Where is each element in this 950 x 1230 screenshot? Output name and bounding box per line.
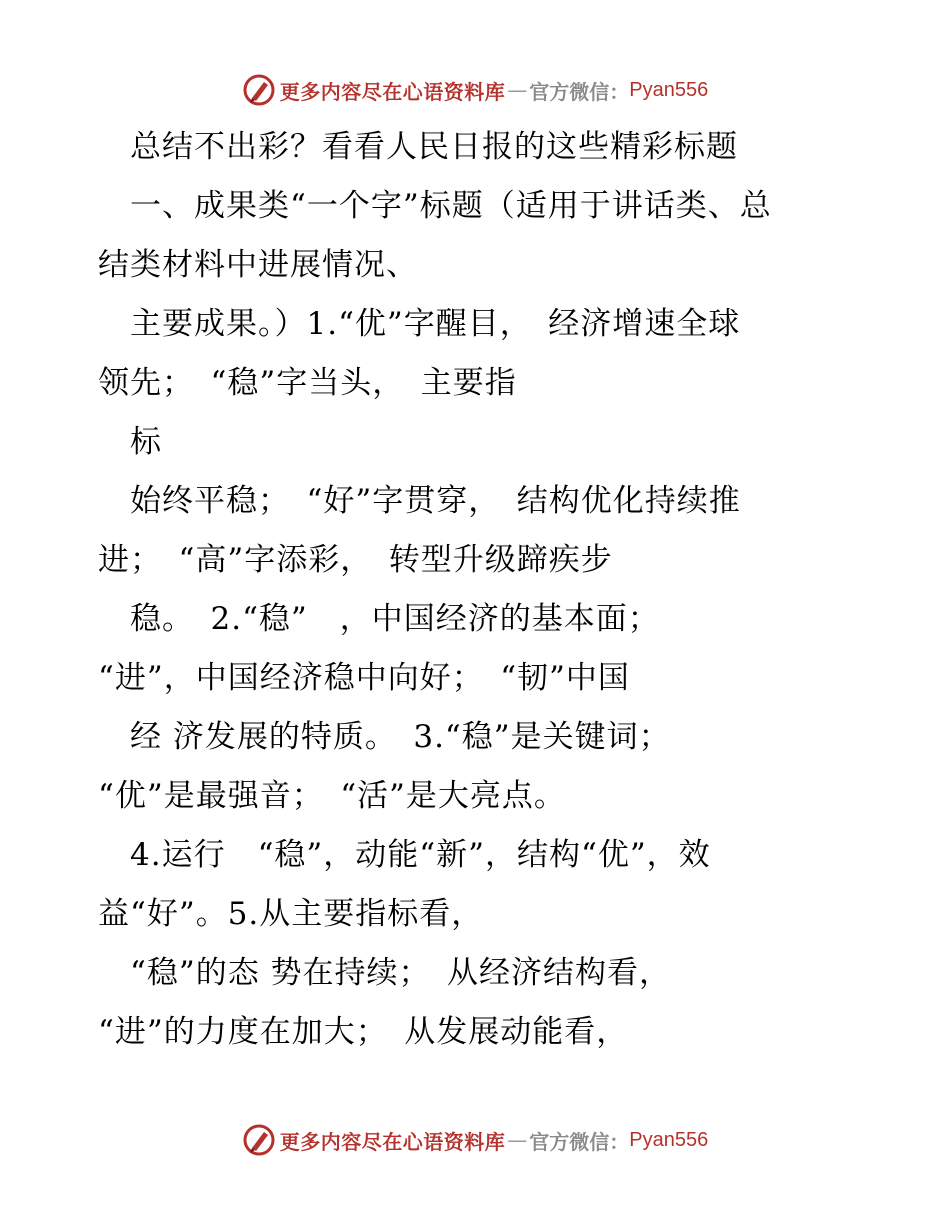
footer-wechat-label: 官方微信： <box>529 1129 630 1154</box>
header-dash: — <box>507 78 528 102</box>
text-line-16: “进”的力度在加大； 从发展动能看， <box>98 1014 629 1050</box>
footer-dash: — <box>507 1128 528 1152</box>
text-line-13: 4.运行 “稳”，动能“新”，结构“优”，效 <box>98 837 711 873</box>
text-line-12: “优”是最强音； “活”是大亮点。 <box>98 778 566 814</box>
text-line-9: 稳。 2.“稳” ，中国经济的基本面； <box>98 601 660 637</box>
text-line-14: 益“好”。5.从主要指标看， <box>98 896 484 932</box>
text-line-11: 经 济发展的特质。 3.“稳”是关键词； <box>98 719 671 755</box>
text-line-3: 结类材料中进展情况、 <box>98 247 418 283</box>
footer-banner <box>0 1120 950 1160</box>
header-wechat-id: Pyan556 <box>629 78 709 101</box>
header-site-text: 更多内容尽在心语资料库 <box>279 79 506 104</box>
text-line-15: “稳”的态 势在持续； 从经济结构看， <box>98 955 672 991</box>
text-line-1: 总结不出彩？看看人民日报的这些精彩标题 <box>98 129 738 165</box>
footer-wechat-id: Pyan556 <box>629 1128 709 1151</box>
header-banner <box>0 70 950 110</box>
text-line-7: 始终平稳； “好”字贯穿， 结构优化持续推 <box>98 483 741 519</box>
text-line-8: 进； “高”字添彩， 转型升级蹄疾步 <box>98 542 613 578</box>
footer-site-text: 更多内容尽在心语资料库 <box>279 1129 506 1154</box>
text-line-4: 主要成果。）1.“优”字醒目， 经济增速全球 <box>98 306 741 342</box>
text-line-5: 领先； “稳”字当头， 主要指 <box>98 365 517 401</box>
text-line-10: “进”，中国经济稳中向好； “韧”中国 <box>98 660 630 696</box>
text-line-2: 一、成果类“一个字”标题（适用于讲话类、总 <box>98 188 772 224</box>
pen-logo-icon <box>242 1123 276 1157</box>
document-body <box>98 118 858 1062</box>
text-line-6: 标 <box>98 424 162 460</box>
pen-logo-icon <box>242 73 276 107</box>
header-wechat-label: 官方微信： <box>529 79 630 104</box>
